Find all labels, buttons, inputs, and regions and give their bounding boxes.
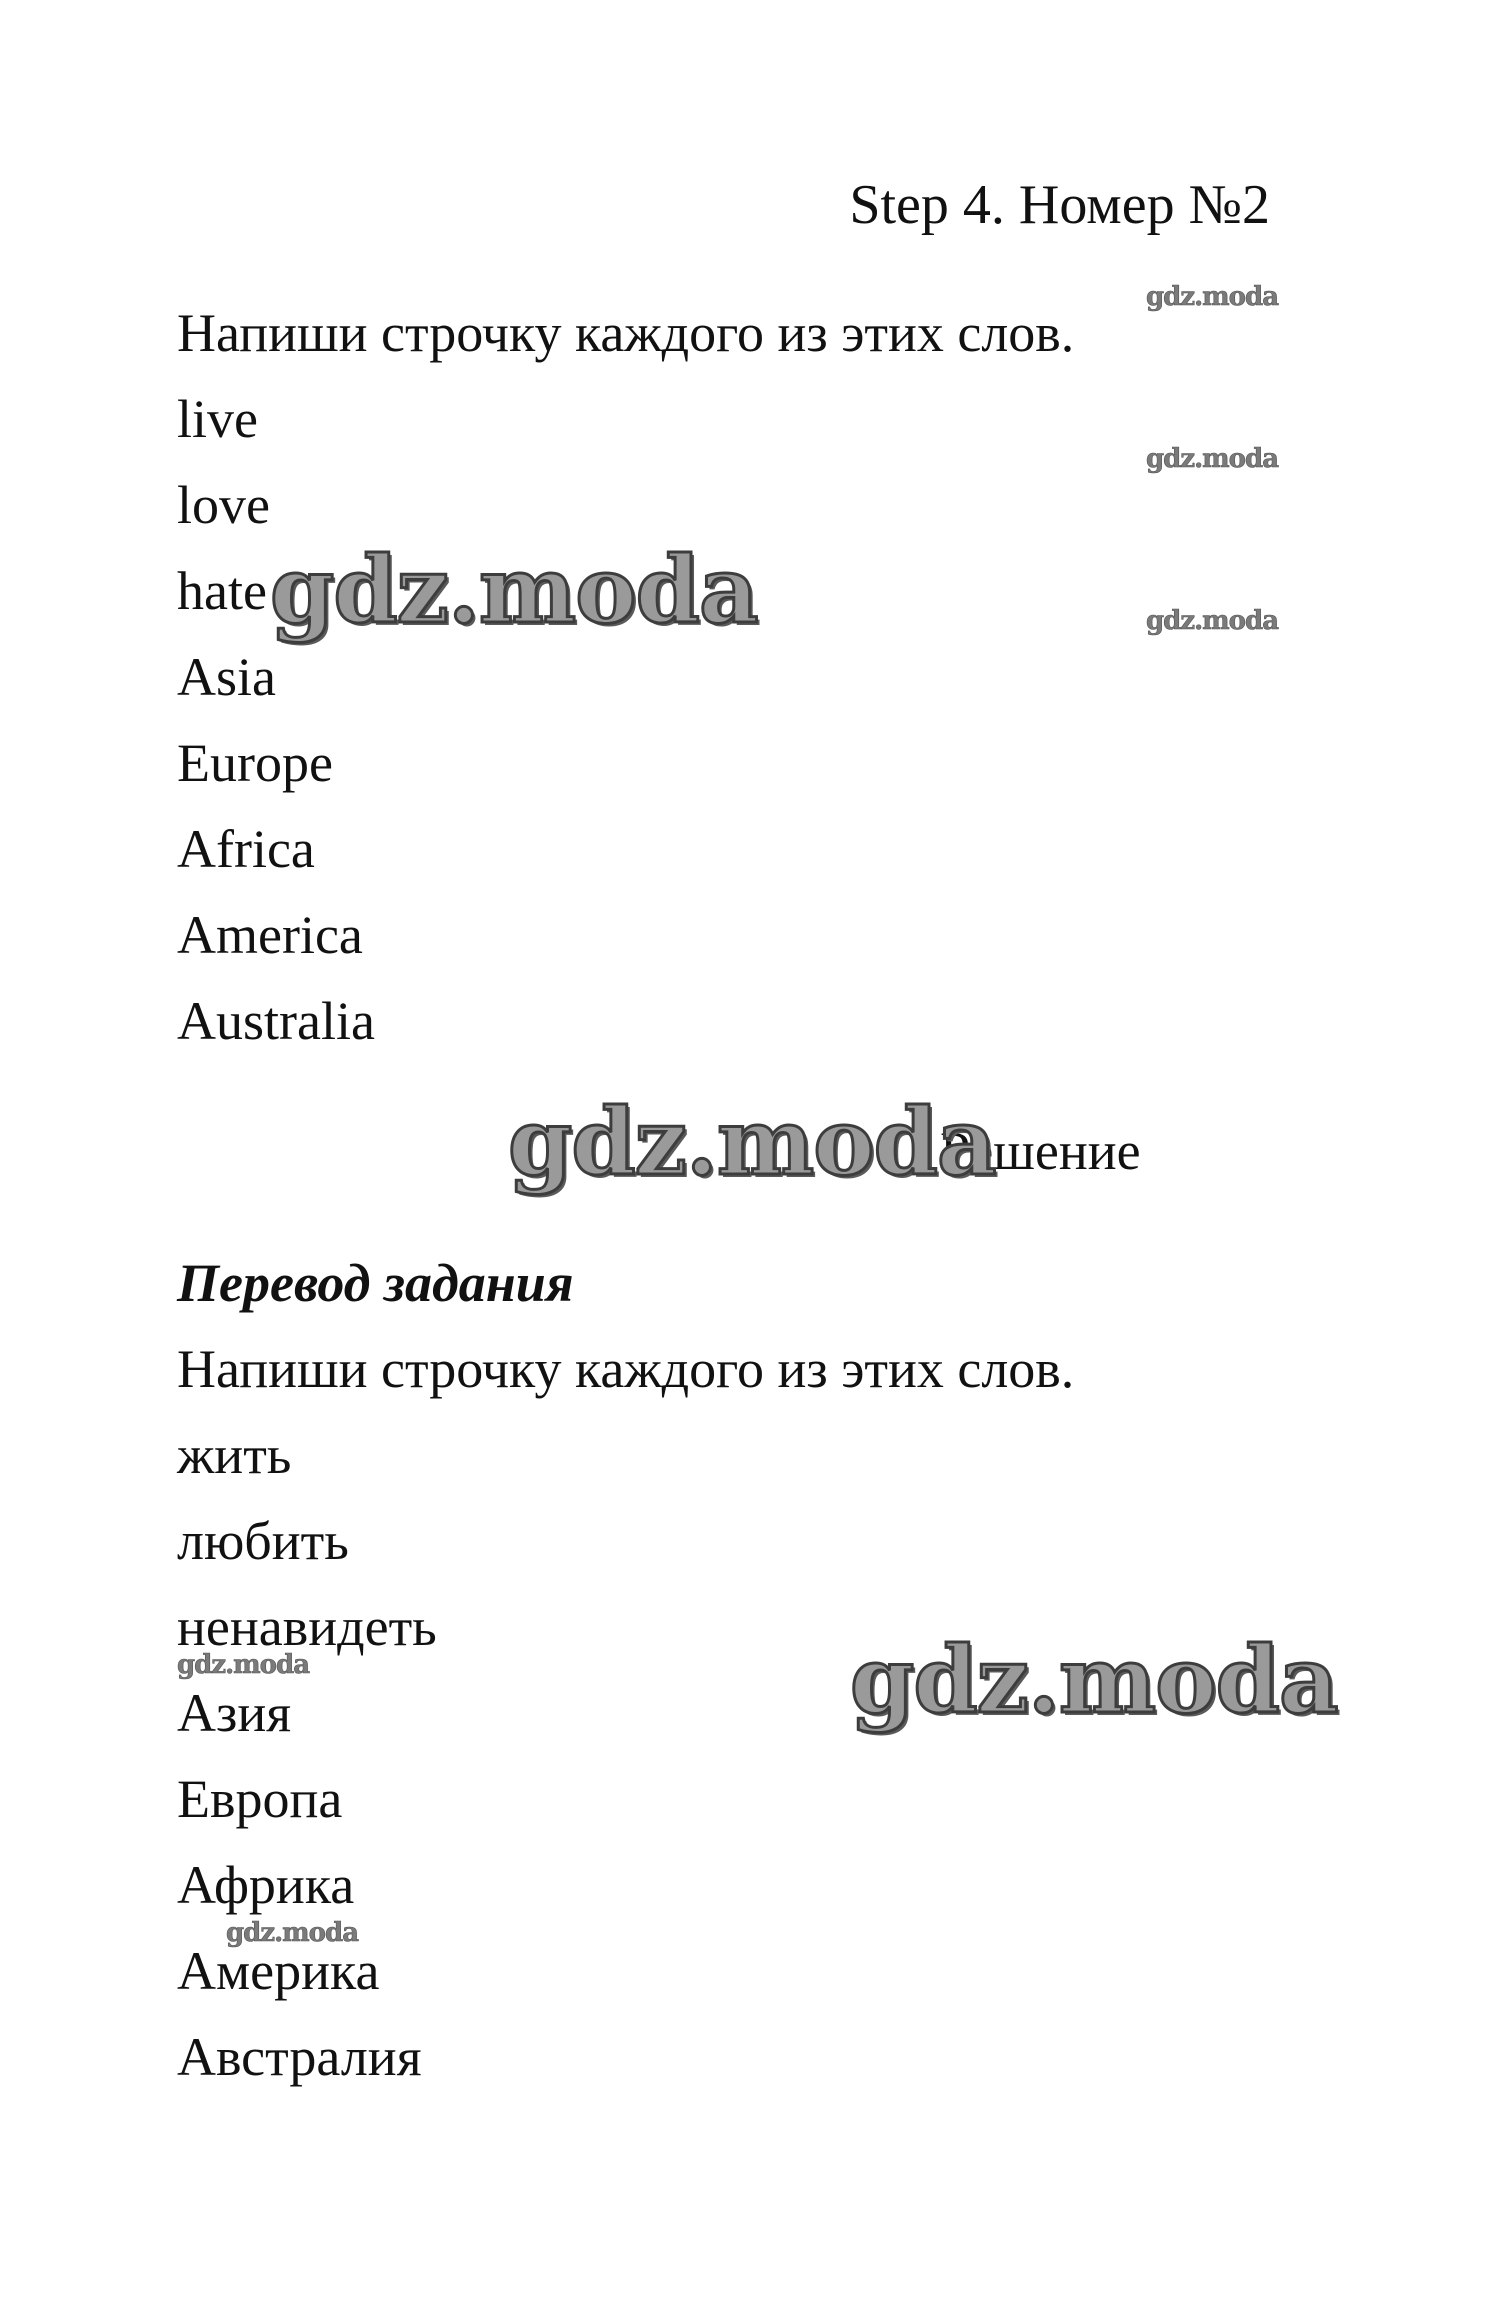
translation-instruction: Напиши строчку каждого из этих слов.	[177, 1339, 1075, 1399]
translation-word: жить	[177, 1425, 292, 1485]
task-word: love	[177, 475, 270, 535]
watermark-small: gdz.moda	[226, 1918, 359, 1948]
task-word: America	[177, 905, 363, 965]
task-word: Australia	[177, 991, 375, 1051]
task-word: live	[177, 389, 258, 449]
watermark-small: gdz.moda	[1146, 444, 1279, 474]
watermark-small: gdz.moda	[177, 1650, 310, 1680]
translation-word: Европа	[177, 1769, 343, 1829]
translation-word: Африка	[177, 1855, 355, 1915]
task-word: Asia	[177, 647, 276, 707]
translation-word: Америка	[177, 1941, 380, 2001]
task-word: hate	[177, 561, 267, 621]
page-title: Step 4. Номер №2	[849, 174, 1270, 236]
watermark-large: gdz.moda	[270, 536, 758, 644]
watermark-small: gdz.moda	[1146, 606, 1279, 636]
translation-word: Австралия	[177, 2027, 422, 2087]
solution-label: Решение	[940, 1121, 1141, 1181]
translation-word: ненавидеть	[177, 1597, 437, 1657]
task-word: Europe	[177, 733, 333, 793]
watermark-large: gdz.moda	[508, 1088, 996, 1196]
task-word: Africa	[177, 819, 315, 879]
watermark-small: gdz.moda	[1146, 282, 1279, 312]
watermark-large: gdz.moda	[850, 1626, 1338, 1734]
translation-word: Азия	[177, 1683, 292, 1743]
task-instruction: Напиши строчку каждого из этих слов.	[177, 303, 1075, 363]
translation-title: Перевод задания	[177, 1253, 574, 1313]
translation-word: любить	[177, 1511, 349, 1571]
